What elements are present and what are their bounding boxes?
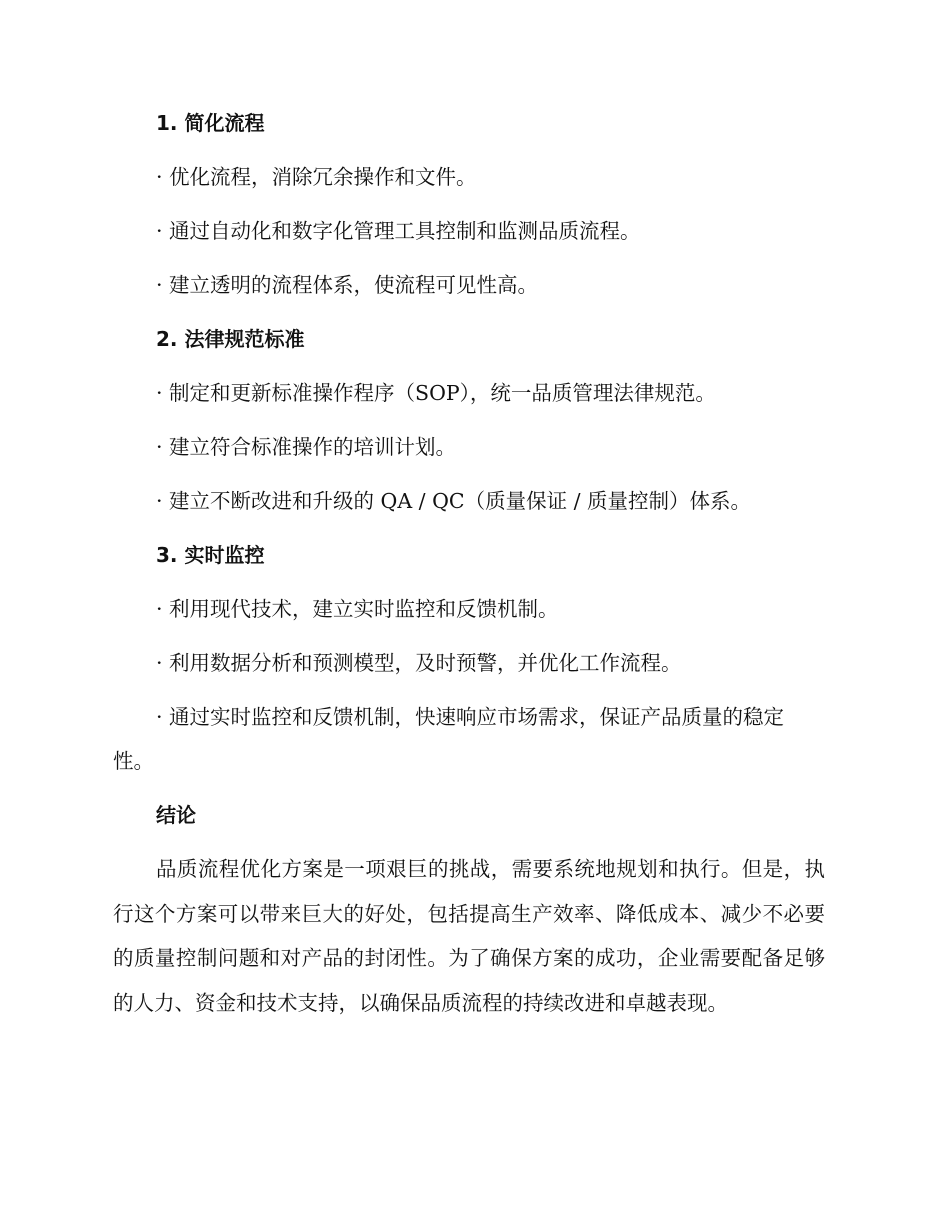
bullet-item: · 建立透明的流程体系，使流程可见性高。 — [156, 273, 539, 297]
bullet-item: · 通过自动化和数字化管理工具控制和监测品质流程。 — [156, 219, 641, 243]
bullet-item: · 建立不断改进和升级的 QA / QC（质量保证 / 质量控制）体系。 — [156, 489, 752, 513]
bullet-item: · 利用数据分析和预测模型，及时预警，并优化工作流程。 — [156, 651, 682, 675]
bullet-item: · 建立符合标准操作的培训计划。 — [156, 435, 457, 459]
section-heading: 2. 法律规范标准 — [156, 327, 305, 351]
conclusion-heading: 结论 — [156, 803, 196, 827]
bullet-item: · 利用现代技术，建立实时监控和反馈机制。 — [156, 597, 559, 621]
bullet-item: · 制定和更新标准操作程序（SOP），统一品质管理法律规范。 — [156, 381, 716, 405]
conclusion-paragraph: 品质流程优化方案是一项艰巨的挑战，需要系统地规划和执行。但是，执行这个方案可以带来巨大的好处，包括提高生产效率、降低成本、减少不必要的质量控制问题和对产品的封闭性。为了确保方案的成功，企业需要配备足够的人力、资金和技术支持，以确保品质流程的持续改进和卓越表现。 — [113, 857, 825, 1015]
bullet-item: · 通过实时监控和反馈机制，快速响应市场需求，保证产品质量的稳定性。 — [113, 705, 785, 773]
document-page — [113, 101, 825, 1025]
section-heading: 3. 实时监控 — [156, 543, 265, 567]
section-heading: 1. 简化流程 — [156, 111, 265, 135]
bullet-item: · 优化流程，消除冗余操作和文件。 — [156, 165, 477, 189]
